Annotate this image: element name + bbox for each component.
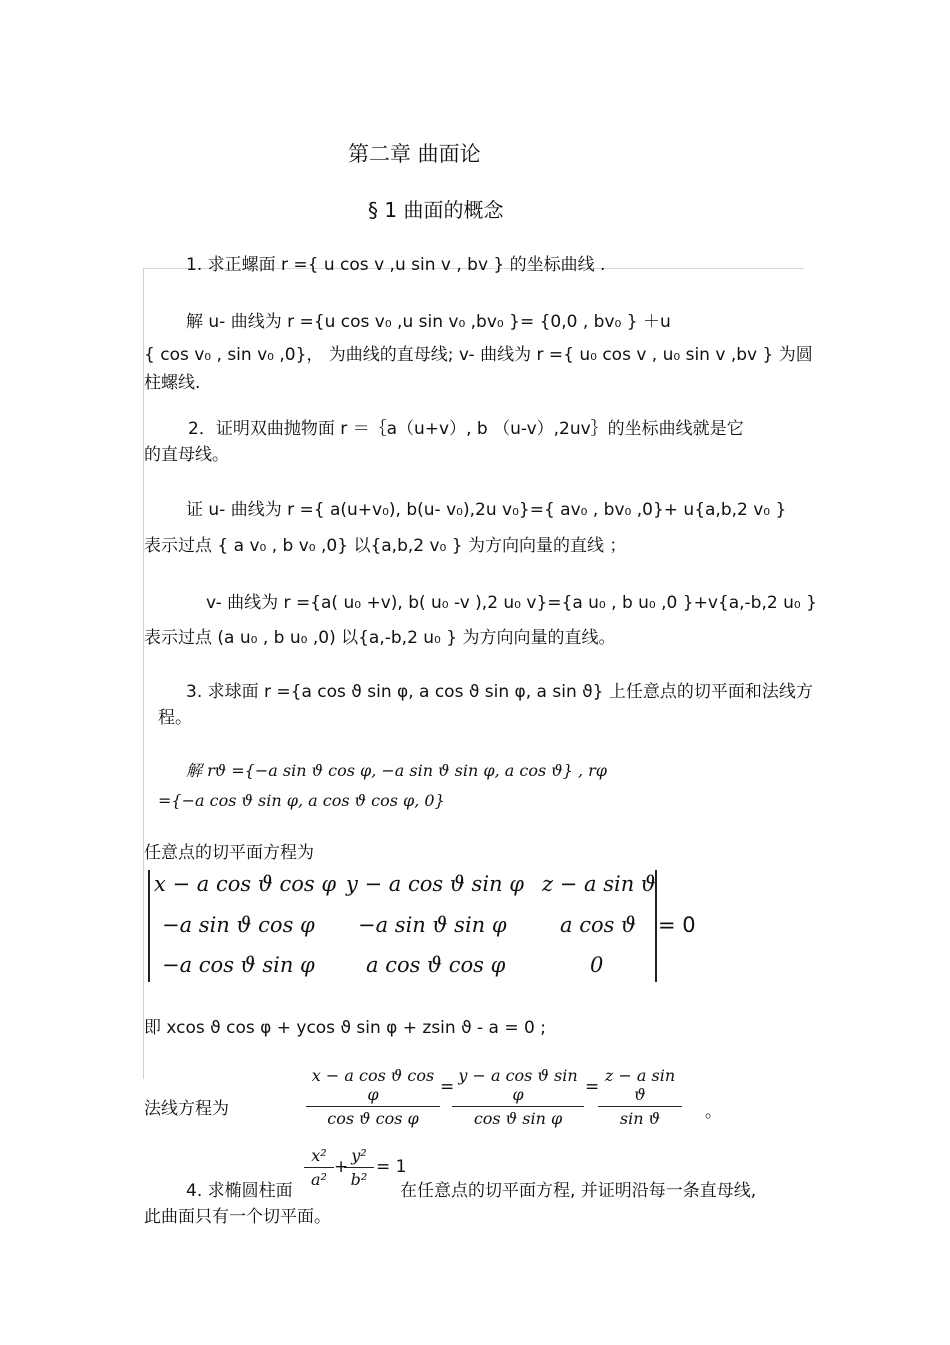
ellipse-equals-one: = 1: [376, 1157, 407, 1177]
simplified-tangent-plane: 即 xcos ϑ cos φ + ycos ϑ sin φ + zsin ϑ - a = 0 ;: [144, 1018, 546, 1038]
det-r1-c1: x − a cos ϑ cos φ: [154, 872, 337, 896]
normal-fraction-1-numerator: x − a cos ϑ cos φ: [306, 1066, 440, 1107]
tangent-plane-label: 任意点的切平面方程为: [144, 843, 314, 863]
det-r2-c1: −a sin ϑ cos φ: [162, 913, 315, 937]
ellipse-fraction-x-denominator: a²: [311, 1170, 327, 1189]
problem-4-question-line-1: 在任意点的切平面方程, 并证明沿每一条直母线,: [400, 1181, 757, 1201]
problem-1-question: 1. 求正螺面 r ={ u cos v ,u sin v , bv } 的坐标曲线 .: [186, 255, 606, 275]
det-r2-c3: a cos ϑ: [560, 913, 637, 937]
ellipse-fraction-y-numerator: y²: [344, 1146, 374, 1168]
ellipse-fraction-y-denominator: b²: [350, 1170, 368, 1189]
problem-3-question-line-2: 程。: [158, 708, 192, 728]
ellipse-plus: +: [334, 1157, 349, 1177]
ellipse-fraction-x-numerator: x²: [304, 1146, 334, 1168]
det-r3-c3: 0: [590, 953, 604, 977]
normal-line-period: 。: [705, 1102, 722, 1122]
chapter-title: 第二章 曲面论: [348, 142, 481, 166]
determinant-equals-zero: = 0: [658, 913, 696, 937]
problem-2-proof-line-2: 表示过点 { a v₀ , b v₀ ,0} 以{a,b,2 v₀ } 为方向向量的直线 ；: [144, 536, 627, 556]
normal-fraction-3: [598, 1066, 682, 1128]
det-r3-c1: −a cos ϑ sin φ: [162, 953, 315, 977]
problem-4-question-line-2: 此曲面只有一个切平面。: [144, 1207, 331, 1227]
normal-fraction-2: [452, 1066, 584, 1128]
problem-2-proof-line-1: 证 u- 曲线为 r ={ a(u+v₀), b(u- v₀),2u v₀}={ av₀ , bv₀ ,0}+ u{a,b,2 v₀ }: [186, 500, 787, 520]
normal-fraction-3-numerator: z − a sin ϑ: [598, 1066, 682, 1107]
problem-1-solution-line-1: 解 u- 曲线为 r ={u cos v₀ ,u sin v₀ ,bv₀ }= {0,0 , bv₀ } ＋u: [186, 312, 671, 332]
ellipse-fraction-x: [304, 1146, 334, 1189]
problem-2-proof-line-4: 表示过点 (a u₀ , b u₀ ,0) 以{a,-b,2 u₀ } 为方向向量的直线。: [144, 628, 616, 648]
det-r2-c2: −a sin ϑ sin φ: [358, 913, 507, 937]
problem-4-prefix: 4. 求椭圆柱面: [186, 1181, 293, 1201]
problem-2-question-line-1: 2．证明双曲抛物面 r ＝｛a（u+v）, b （u-v）,2uv｝的坐标曲线就是它: [188, 419, 744, 439]
normal-line-label: 法线方程为: [144, 1099, 229, 1119]
problem-3-solution-line-2: ={−a cos ϑ sin φ, a cos ϑ cos φ, 0}: [158, 791, 445, 810]
problem-1-solution-line-3: 柱螺线.: [144, 373, 201, 393]
det-r1-c2: y − a cos ϑ sin φ: [346, 872, 524, 896]
tangent-plane-determinant: [148, 870, 657, 982]
section-title: § 1 曲面的概念: [368, 198, 504, 222]
problem-3-question-line-1: 3. 求球面 r ={a cos ϑ sin φ, a cos ϑ sin φ, a sin ϑ} 上任意点的切平面和法线方: [186, 682, 813, 702]
ellipse-fraction-y: [344, 1146, 374, 1189]
det-r3-c2: a cos ϑ cos φ: [366, 953, 506, 977]
normal-equals-1: =: [440, 1077, 455, 1097]
normal-fraction-2-denominator: cos ϑ sin φ: [473, 1109, 563, 1128]
problem-3-solution-line-1: 解 rϑ ={−a sin ϑ cos φ, −a sin ϑ sin φ, a cos ϑ} , rφ: [186, 761, 607, 780]
normal-equals-2: =: [585, 1077, 600, 1097]
problem-1-solution-line-2: { cos v₀ , sin v₀ ,0}， 为曲线的直母线; v- 曲线为 r ={ u₀ cos v , u₀ sin v ,bv } 为圆: [144, 345, 813, 365]
normal-fraction-2-numerator: y − a cos ϑ sin φ: [452, 1066, 584, 1107]
problem-2-proof-line-3: v- 曲线为 r ={a( u₀ +v), b( u₀ -v ),2 u₀ v}={a u₀ , b u₀ ,0 }+v{a,-b,2 u₀ }: [206, 593, 817, 613]
normal-fraction-3-denominator: sin ϑ: [619, 1109, 661, 1128]
normal-fraction-1: [306, 1066, 440, 1128]
problem-2-question-line-2: 的直母线。: [144, 445, 229, 465]
det-r1-c3: z − a sin ϑ: [542, 872, 656, 896]
normal-fraction-1-denominator: cos ϑ cos φ: [327, 1109, 419, 1128]
